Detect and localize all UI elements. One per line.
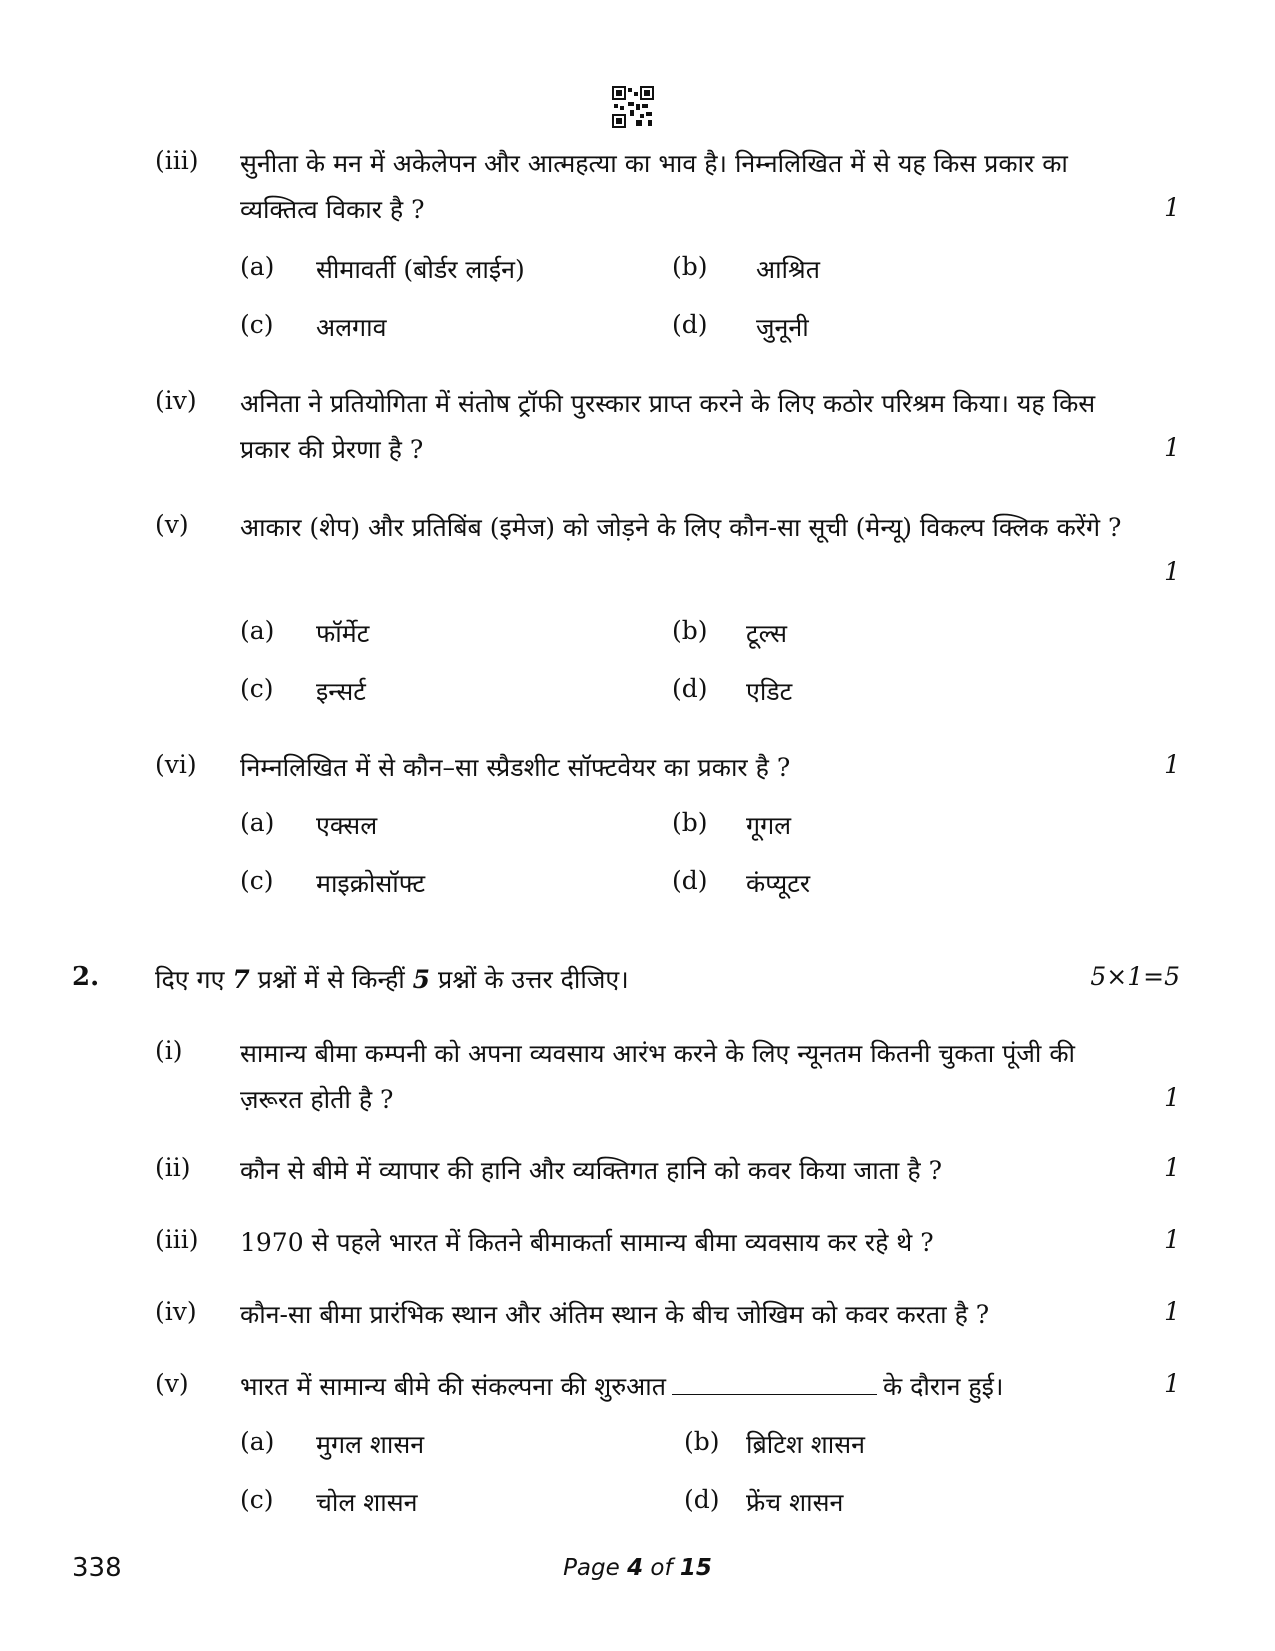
section-instruction: दिए गए 7 प्रश्नों में से किन्हीं 5 प्रश्नों के उत्तर दीजिए। xyxy=(155,965,629,994)
question-number: (i) xyxy=(155,1036,183,1065)
question-marks: 1 xyxy=(1164,1297,1180,1326)
option-label: (d) xyxy=(672,310,708,339)
question-number: (iv) xyxy=(155,386,197,415)
option-label: (b) xyxy=(684,1427,720,1456)
option-label: (b) xyxy=(672,252,708,281)
option-text: जुनूनी xyxy=(756,313,809,342)
option-text: एडिट xyxy=(746,677,793,706)
question-marks: 1 xyxy=(1164,750,1180,779)
option-label: (d) xyxy=(684,1485,720,1514)
question-marks: 1 xyxy=(1164,1153,1180,1182)
option-text: सीमावर्ती (बोर्डर लाईन) xyxy=(316,255,525,284)
option-text: चोल शासन xyxy=(316,1488,418,1517)
option-label: (a) xyxy=(240,1427,275,1456)
option-text: कंप्यूटर xyxy=(746,869,811,898)
question-number: (v) xyxy=(155,1369,189,1398)
option-label: (d) xyxy=(672,866,708,895)
question-text: निम्नलिखित में से कौन–सा स्प्रैडशीट सॉफ्टवेयर का प्रकार है ? xyxy=(240,753,791,782)
option-text: माइक्रोसॉफ्ट xyxy=(316,869,426,898)
question-number: (v) xyxy=(155,510,189,539)
question-marks: 1 xyxy=(1164,433,1180,462)
qr-code-icon xyxy=(612,86,654,128)
option-label: (b) xyxy=(672,616,708,645)
question-text: 1970 से पहले भारत में कितने बीमाकर्ता सामान्य बीमा व्यवसाय कर रहे थे ? xyxy=(240,1228,934,1257)
option-text: मुगल शासन xyxy=(316,1430,425,1459)
question-text: भारत में सामान्य बीमे की संकल्पना की शुरुआत के दौरान हुई। xyxy=(240,1372,1004,1401)
option-text: फ्रेंच शासन xyxy=(746,1488,844,1517)
section-marks: 5×1=5 xyxy=(1090,962,1180,991)
option-text: एक्सल xyxy=(316,811,378,840)
option-label: (c) xyxy=(240,1485,274,1514)
option-label: (b) xyxy=(672,808,708,837)
section-number: 2. xyxy=(72,962,100,992)
question-number: (iii) xyxy=(155,146,199,175)
question-number: (iii) xyxy=(155,1225,199,1254)
question-text: कौन-सा बीमा प्रारंभिक स्थान और अंतिम स्थान के बीच जोखिम को कवर करता है ? xyxy=(240,1300,990,1329)
option-text: गूगल xyxy=(746,811,792,840)
option-label: (c) xyxy=(240,674,274,703)
question-number: (iv) xyxy=(155,1297,197,1326)
option-label: (c) xyxy=(240,310,274,339)
option-label: (a) xyxy=(240,616,275,645)
option-label: (d) xyxy=(672,674,708,703)
question-marks: 1 xyxy=(1164,557,1180,586)
option-text: इन्सर्ट xyxy=(316,677,366,706)
option-text: टूल्स xyxy=(746,619,788,648)
question-number: (ii) xyxy=(155,1153,191,1182)
question-text: सुनीता के मन में अकेलेपन और आत्महत्या का भाव है। निम्नलिखित में से यह किस प्रकार का व्यक्तित्व विकार है ? xyxy=(240,149,1068,224)
page-number: Page 4 of 15 xyxy=(563,1555,712,1581)
option-text: ब्रिटिश शासन xyxy=(746,1430,866,1459)
question-text: सामान्य बीमा कम्पनी को अपना व्यवसाय आरंभ करने के लिए न्यूनतम कितनी चुकता पूंजी की ज़रूरत होती है ? xyxy=(240,1039,1076,1114)
option-text: फॉर्मेट xyxy=(316,619,370,648)
option-label: (c) xyxy=(240,866,274,895)
question-number: (vi) xyxy=(155,750,197,779)
question-marks: 1 xyxy=(1164,193,1180,222)
fill-in-blank xyxy=(672,1393,877,1395)
option-label: (a) xyxy=(240,808,275,837)
question-text: अनिता ने प्रतियोगिता में संतोष ट्रॉफी पुरस्कार प्राप्त करने के लिए कठोर परिश्रम किया। यह किस प्रकार की प्रेरणा है ? xyxy=(240,389,1096,464)
question-marks: 1 xyxy=(1164,1369,1180,1398)
question-marks: 1 xyxy=(1164,1083,1180,1112)
option-label: (a) xyxy=(240,252,275,281)
question-marks: 1 xyxy=(1164,1225,1180,1254)
option-text: आश्रित xyxy=(756,255,820,284)
question-text: आकार (शेप) और प्रतिबिंब (इमेज) को जोड़ने के लिए कौन-सा सूची (मेन्यू) विकल्प क्लिक करेंगे ? xyxy=(240,513,1122,542)
paper-code: 338 xyxy=(72,1553,122,1583)
question-text: कौन से बीमे में व्यापार की हानि और व्यक्तिगत हानि को कवर किया जाता है ? xyxy=(240,1156,942,1185)
option-text: अलगाव xyxy=(316,313,387,342)
